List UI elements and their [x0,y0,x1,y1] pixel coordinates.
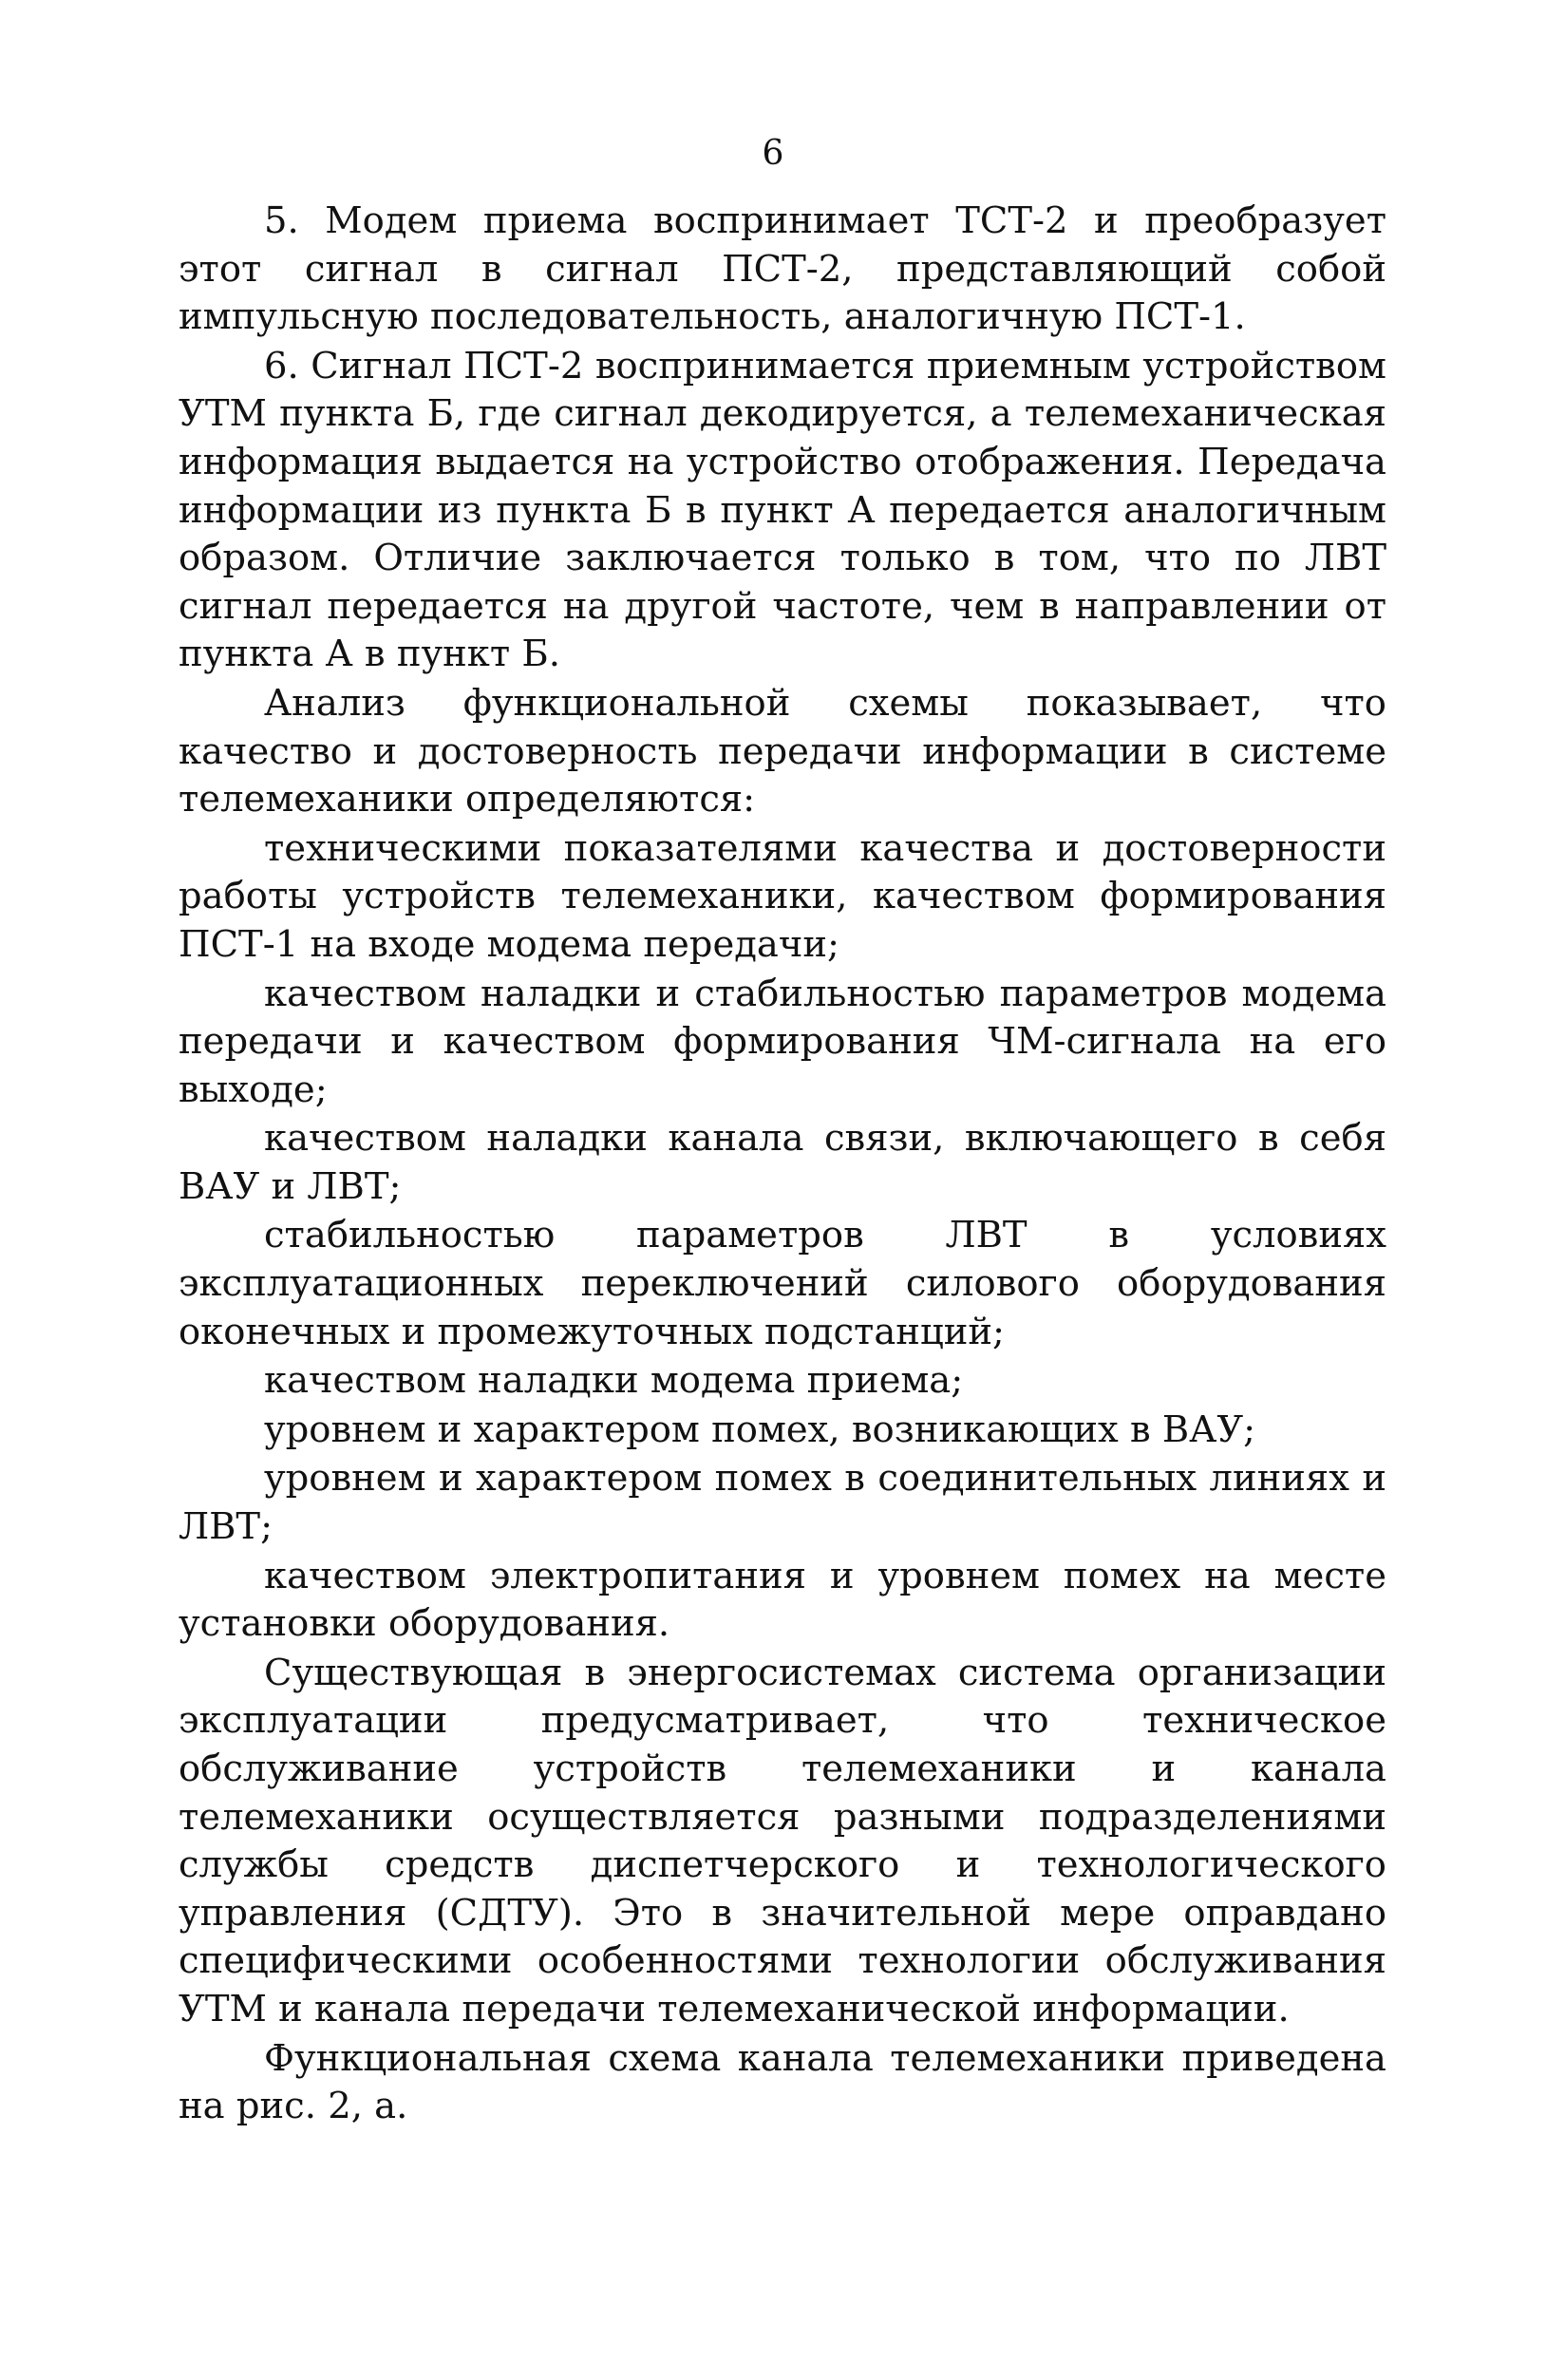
list-item-modem-receive-setup: качеством наладки модема приема; [264,1359,964,1403]
list-item-channel-setup: качеством наладки канала связи, включающего в себя ВАУ и ЛВТ; [179,1117,1386,1208]
paragraph-analysis: Анализ функциональной схемы показывает, что качество и достоверность передачи информации в системе телемеханики определяются: [179,681,1386,822]
list-item-power-supply: качеством электропитания и уровнем помех на месте установки оборудования. [179,1554,1386,1646]
paragraph-figure-reference: Функциональная схема канала телемеханики приведена на рис. 2, а. [179,2036,1386,2128]
body-text [179,198,1386,2131]
list-item-lvt-stability: стабильностью параметров ЛВТ в условиях эксплуатационных переключений силового оборудования оконечных и промежуточных подстанций; [179,1214,1386,1353]
list-item-line-noise: уровнем и характером помех в соединительных линиях и ЛВТ; [179,1457,1386,1549]
list-item-modem-transmit: качеством наладки и стабильностью параметров модема передачи и качеством формирования ЧМ-сигнала на его выходе; [179,972,1386,1111]
list-item-technical-indicators: техническими показателями качества и достоверности работы устройств телемеханики, качеством формирования ПСТ-1 на входе модема передачи; [179,826,1386,966]
paragraph-maintenance: Существующая в энергосистемах система организации эксплуатации предусматривает, что техническое обслуживание устройств телемеханики и канала телемеханики осуществляется разными подразделениями службы средств диспетчерского и технологического управления (СДТУ). Это в значительной мере оправдано специфическими особенностями технологии обслуживания УТМ и канала передачи телемеханической информации. [179,1651,1386,2031]
paragraph-modem-receive: 5. Модем приема воспринимает ТСТ-2 и преобразует этот сигнал в сигнал ПСТ-2, представляющий собой импульсную последовательность, аналогичную ПСТ-1. [179,199,1386,339]
list-item-vau-noise: уровнем и характером помех, возникающих в ВАУ; [264,1407,1256,1451]
page-number: 6 [762,134,784,173]
paragraph-signal-pst2: 6. Сигнал ПСТ-2 воспринимается приемным устройством УТМ пункта Б, где сигнал декодируется, а телемеханическая информация выдается на устройство отображения. Передача информации из пункта Б в пункт А передается аналогичным образом. Отличие заключается только в том, что по ЛВТ сигнал передается на другой частоте, чем в направлении от пункта А в пункт Б. [179,344,1386,676]
